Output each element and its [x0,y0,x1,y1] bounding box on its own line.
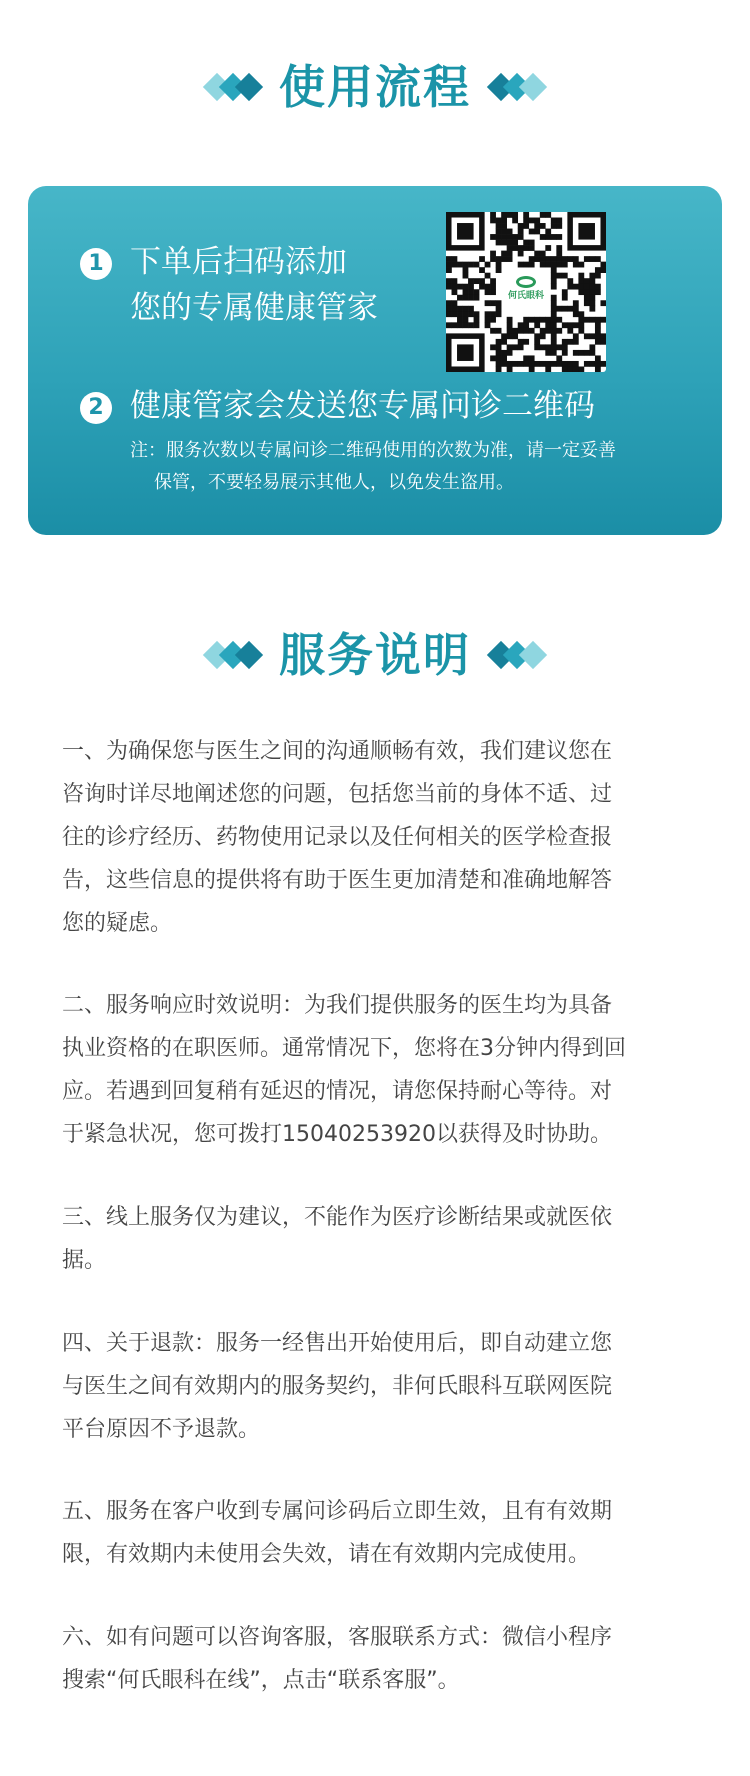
service-paragraph-2 [62,984,692,1156]
diamond-decoration-right-icon [493,645,541,665]
diamond-decoration-left-icon [209,645,257,665]
eye-logo-icon [516,276,536,288]
paragraph-line: 二、服务响应时效说明：为我们提供服务的医生均为具备 [62,993,613,1018]
note-line-2: 保管，不要轻易展示其他人，以免发生盗用。 [154,472,514,493]
paragraph-line: 与医生之间有效期内的服务契约，非何氏眼科互联网医院 [62,1374,613,1399]
paragraph-line: 往的诊疗经历、药物使用记录以及任何相关的医学检查报 [62,825,613,850]
diamond-decoration-left-icon [209,77,257,97]
paragraph-line: 咨询时详尽地阐述您的问题，包括您当前的身体不适、过 [62,782,613,807]
service-section-header [0,620,750,690]
paragraph-line: 六、如有问题可以咨询客服，客服联系方式：微信小程序 [62,1625,613,1650]
paragraph-line: 执业资格的在职医师。通常情况下，您将在3分钟内得到回 [62,1036,626,1061]
step-2-badge: 2 [80,392,112,424]
service-paragraph-3 [62,1196,692,1282]
paragraph-line: 您的疑虑。 [62,911,173,936]
step-2-text: 健康管家会发送您专属问诊二维码 [130,388,595,424]
note-line-1: 注：服务次数以专属问诊二维码使用的次数为准，请一定妥善 [130,440,616,461]
paragraph-line: 四、关于退款：服务一经售出开始使用后，即自动建立您 [62,1331,613,1356]
service-paragraph-1 [62,730,692,945]
paragraph-line: 于紧急状况，您可拨打15040253920以获得及时协助。 [62,1122,612,1147]
step-1-line-2: 您的专属健康管家 [130,290,378,326]
service-paragraph-6 [62,1616,692,1702]
paragraph-line: 应。若遇到回复稍有延迟的情况，请您保持耐心等待。对 [62,1079,613,1104]
qr-logo [504,270,548,314]
qr-code [446,212,606,372]
paragraph-line: 告，这些信息的提供将有助于医生更加清楚和准确地解答 [62,868,613,893]
usage-card [28,186,722,535]
service-paragraph-4 [62,1322,692,1451]
service-section-title: 服务说明 [279,628,471,682]
paragraph-line: 平台原因不予退款。 [62,1417,261,1442]
paragraph-line: 限，有效期内未使用会失效，请在有效期内完成使用。 [62,1542,591,1567]
paragraph-line: 三、线上服务仅为建议，不能作为医疗诊断结果或就医依 [62,1205,613,1230]
step-1-line-1: 下单后扫码添加 [130,244,347,280]
paragraph-line: 五、服务在客户收到专属问诊码后立即生效，且有有效期 [62,1499,613,1524]
service-paragraph-5 [62,1490,692,1576]
usage-section-title: 使用流程 [279,60,471,114]
paragraph-line: 搜索“何氏眼科在线”，点击“联系客服”。 [62,1668,460,1693]
paragraph-line: 据。 [62,1248,107,1273]
usage-section-header [0,52,750,122]
paragraph-line: 一、为确保您与医生之间的沟通顺畅有效，我们建议您在 [62,739,613,764]
diamond-decoration-right-icon [493,77,541,97]
step-1-badge: 1 [80,248,112,280]
qr-logo-text: 何氏眼科 [507,291,544,301]
